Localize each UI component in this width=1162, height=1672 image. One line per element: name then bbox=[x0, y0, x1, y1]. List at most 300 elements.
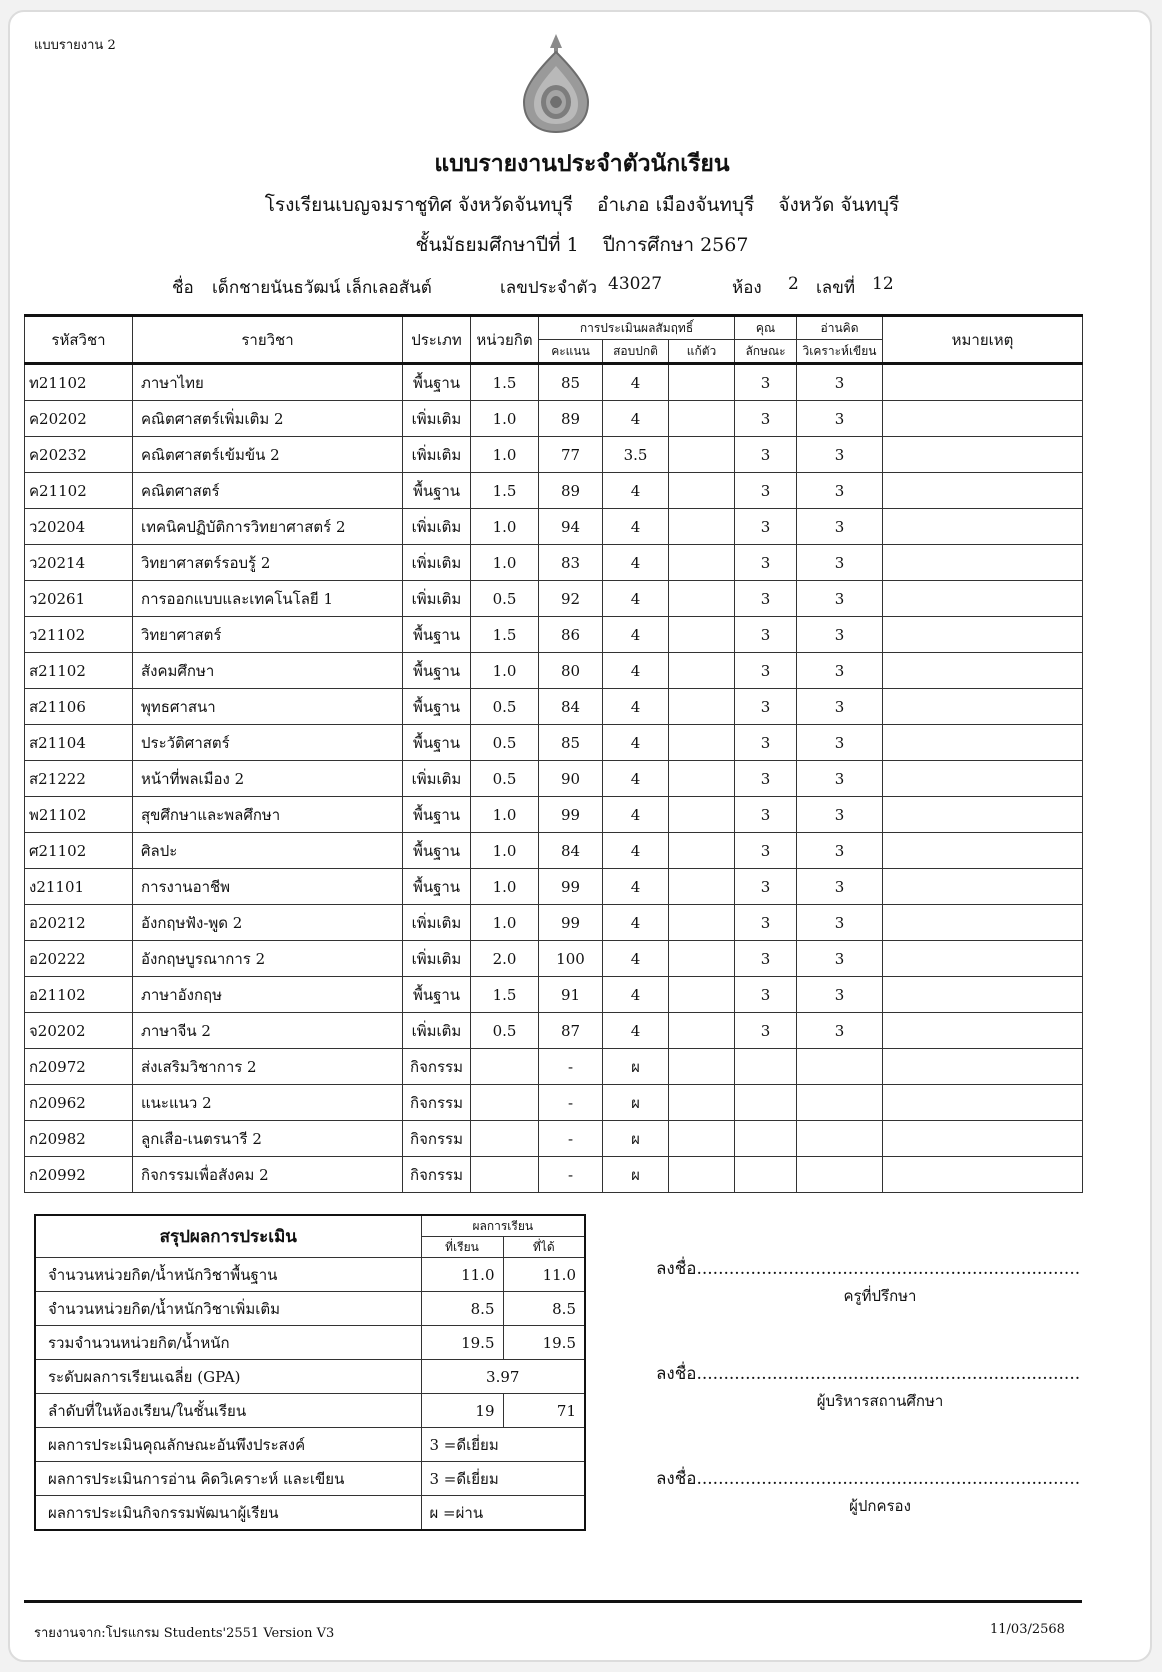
row-retake bbox=[669, 364, 735, 401]
row-normal-grade: ผ bbox=[603, 1121, 669, 1157]
row-remark bbox=[883, 581, 1083, 617]
col-trait-header-2: ลักษณะ bbox=[735, 340, 797, 364]
row-retake bbox=[669, 833, 735, 869]
row-score: 89 bbox=[539, 473, 603, 509]
row-credit bbox=[471, 1085, 539, 1121]
row-credit: 0.5 bbox=[471, 761, 539, 797]
grades-body bbox=[25, 364, 1083, 1193]
row-code: ง21101 bbox=[25, 869, 133, 905]
row-normal-grade: 4 bbox=[603, 1013, 669, 1049]
row-score: 90 bbox=[539, 761, 603, 797]
row-normal-grade: 4 bbox=[603, 905, 669, 941]
row-reading bbox=[797, 1157, 883, 1193]
row-code: ก20972 bbox=[25, 1049, 133, 1085]
class-line: ชั้นมัธยมศึกษาปีที่ 1 ปีการศึกษา 2567 bbox=[415, 234, 749, 256]
table-row bbox=[25, 1013, 1083, 1049]
row-subject: คณิตศาสตร์เข้มข้น 2 bbox=[133, 437, 403, 473]
row-subject: ภาษาไทย bbox=[133, 364, 403, 401]
parent-signature-line: ลงชื่อ....................................................................... bbox=[656, 1469, 1081, 1489]
table-row bbox=[25, 1049, 1083, 1085]
summary-result-header: ผลการเรียน bbox=[421, 1215, 585, 1237]
table-row bbox=[25, 761, 1083, 797]
row-score: 99 bbox=[539, 869, 603, 905]
row-score: 99 bbox=[539, 905, 603, 941]
row-subject: สังคมศึกษา bbox=[133, 653, 403, 689]
col-remark-header: หมายเหตุ bbox=[883, 316, 1083, 364]
row-score: 86 bbox=[539, 617, 603, 653]
table-row bbox=[25, 905, 1083, 941]
director-signature-line: ลงชื่อ....................................................................... bbox=[656, 1364, 1081, 1384]
row-type: เพิ่มเติม bbox=[403, 1013, 471, 1049]
row-remark bbox=[883, 1049, 1083, 1085]
row-score: - bbox=[539, 1121, 603, 1157]
row-retake bbox=[669, 1085, 735, 1121]
row-retake bbox=[669, 1157, 735, 1193]
row-credit: 1.5 bbox=[471, 364, 539, 401]
grades-header bbox=[25, 316, 1083, 364]
row-subject: คณิตศาสตร์เพิ่มเติม 2 bbox=[133, 401, 403, 437]
row-remark bbox=[883, 689, 1083, 725]
row-type: เพิ่มเติม bbox=[403, 509, 471, 545]
row-normal-grade: 4 bbox=[603, 401, 669, 437]
summary-row bbox=[35, 1326, 585, 1360]
table-row bbox=[25, 437, 1083, 473]
row-normal-grade: ผ bbox=[603, 1157, 669, 1193]
row-trait: 3 bbox=[735, 473, 797, 509]
row-normal-grade: ผ bbox=[603, 1085, 669, 1121]
row-reading: 3 bbox=[797, 1013, 883, 1049]
row-code: ส21104 bbox=[25, 725, 133, 761]
row-subject: แนะแนว 2 bbox=[133, 1085, 403, 1121]
summary-rank-class: 71 bbox=[503, 1394, 585, 1428]
row-remark bbox=[883, 725, 1083, 761]
row-type: เพิ่มเติม bbox=[403, 437, 471, 473]
row-remark bbox=[883, 1157, 1083, 1193]
row-normal-grade: 4 bbox=[603, 473, 669, 509]
row-subject: อังกฤษบูรณาการ 2 bbox=[133, 941, 403, 977]
summary-rank-label: ลำดับที่ในห้องเรียน/ในชั้นเรียน bbox=[35, 1394, 421, 1428]
row-retake bbox=[669, 653, 735, 689]
school-seal-logo bbox=[518, 32, 594, 136]
row-reading: 3 bbox=[797, 689, 883, 725]
summary-extra-label: จำนวนหน่วยกิต/น้ำหนักวิชาเพิ่มเติม bbox=[35, 1292, 421, 1326]
row-code: อ21102 bbox=[25, 977, 133, 1013]
row-trait: 3 bbox=[735, 653, 797, 689]
row-credit bbox=[471, 1049, 539, 1085]
row-reading: 3 bbox=[797, 473, 883, 509]
row-score: 85 bbox=[539, 725, 603, 761]
summary-title: สรุปผลการประเมิน bbox=[35, 1215, 421, 1258]
row-credit: 1.0 bbox=[471, 905, 539, 941]
col-read-header-1: อ่านคิด bbox=[797, 316, 883, 340]
row-code: ส21222 bbox=[25, 761, 133, 797]
row-retake bbox=[669, 437, 735, 473]
row-credit: 1.5 bbox=[471, 473, 539, 509]
row-score: 85 bbox=[539, 364, 603, 401]
row-retake bbox=[669, 977, 735, 1013]
table-row bbox=[25, 869, 1083, 905]
row-trait: 3 bbox=[735, 761, 797, 797]
summary-row bbox=[35, 1360, 585, 1394]
row-retake bbox=[669, 725, 735, 761]
row-normal-grade: 4 bbox=[603, 689, 669, 725]
row-type: พื้นฐาน bbox=[403, 797, 471, 833]
summary-studied-header: ที่เรียน bbox=[421, 1237, 503, 1258]
row-trait: 3 bbox=[735, 977, 797, 1013]
number-label: เลขที่ bbox=[816, 278, 856, 298]
row-remark bbox=[883, 509, 1083, 545]
summary-extra-studied: 8.5 bbox=[421, 1292, 503, 1326]
col-read-header-2: วิเคราะห์เขียน bbox=[797, 340, 883, 364]
row-retake bbox=[669, 941, 735, 977]
row-reading bbox=[797, 1121, 883, 1157]
row-score: - bbox=[539, 1049, 603, 1085]
row-reading: 3 bbox=[797, 905, 883, 941]
row-reading: 3 bbox=[797, 941, 883, 977]
row-normal-grade: 4 bbox=[603, 725, 669, 761]
report-sheet bbox=[8, 10, 1152, 1662]
summary-row bbox=[35, 1292, 585, 1326]
summary-basic-earned: 11.0 bbox=[503, 1258, 585, 1292]
table-row bbox=[25, 941, 1083, 977]
student-id: 43027 bbox=[608, 274, 663, 294]
summary-basic-label: จำนวนหน่วยกิต/น้ำหนักวิชาพื้นฐาน bbox=[35, 1258, 421, 1292]
page-title: แบบรายงานประจำตัวนักเรียน bbox=[434, 150, 730, 177]
table-row bbox=[25, 1157, 1083, 1193]
row-remark bbox=[883, 653, 1083, 689]
table-row bbox=[25, 509, 1083, 545]
table-row bbox=[25, 833, 1083, 869]
row-score: 83 bbox=[539, 545, 603, 581]
row-subject: วิทยาศาสตร์ bbox=[133, 617, 403, 653]
row-normal-grade: 4 bbox=[603, 797, 669, 833]
row-score: 80 bbox=[539, 653, 603, 689]
row-normal-grade: 4 bbox=[603, 509, 669, 545]
col-credit-header: หน่วยกิต bbox=[471, 316, 539, 364]
row-trait: 3 bbox=[735, 869, 797, 905]
summary-row bbox=[35, 1394, 585, 1428]
row-remark bbox=[883, 977, 1083, 1013]
row-type: กิจกรรม bbox=[403, 1121, 471, 1157]
row-type: พื้นฐาน bbox=[403, 833, 471, 869]
row-retake bbox=[669, 689, 735, 725]
row-subject: การงานอาชีพ bbox=[133, 869, 403, 905]
row-normal-grade: 4 bbox=[603, 977, 669, 1013]
row-normal-grade: 4 bbox=[603, 545, 669, 581]
row-type: เพิ่มเติม bbox=[403, 545, 471, 581]
row-credit: 0.5 bbox=[471, 1013, 539, 1049]
summary-earned-header: ที่ได้ bbox=[503, 1237, 585, 1258]
row-code: อ20222 bbox=[25, 941, 133, 977]
row-reading: 3 bbox=[797, 653, 883, 689]
row-code: อ20212 bbox=[25, 905, 133, 941]
row-credit: 0.5 bbox=[471, 725, 539, 761]
summary-total-earned: 19.5 bbox=[503, 1326, 585, 1360]
row-retake bbox=[669, 545, 735, 581]
col-trait-header-1: คุณ bbox=[735, 316, 797, 340]
summary-row bbox=[35, 1462, 585, 1496]
table-row bbox=[25, 977, 1083, 1013]
row-remark bbox=[883, 1013, 1083, 1049]
row-subject: วิทยาศาสตร์รอบรู้ 2 bbox=[133, 545, 403, 581]
row-type: กิจกรรม bbox=[403, 1049, 471, 1085]
row-remark bbox=[883, 833, 1083, 869]
summary-read-label: ผลการประเมินการอ่าน คิดวิเคราะห์ และเขียน bbox=[35, 1462, 421, 1496]
footer-divider bbox=[24, 1600, 1082, 1603]
row-type: เพิ่มเติม bbox=[403, 401, 471, 437]
row-code: พ21102 bbox=[25, 797, 133, 833]
school-line: โรงเรียนเบญจมราชูทิศ จังหวัดจันทบุรี อำเภอ เมืองจันทบุรี จังหวัด จันทบุรี bbox=[264, 194, 900, 216]
row-normal-grade: 4 bbox=[603, 364, 669, 401]
row-trait bbox=[735, 1085, 797, 1121]
row-reading: 3 bbox=[797, 545, 883, 581]
row-score: 91 bbox=[539, 977, 603, 1013]
summary-activity-value: ผ =ผ่าน bbox=[421, 1496, 585, 1531]
table-row bbox=[25, 725, 1083, 761]
row-score: 77 bbox=[539, 437, 603, 473]
row-type: พื้นฐาน bbox=[403, 725, 471, 761]
table-row bbox=[25, 545, 1083, 581]
row-reading: 3 bbox=[797, 437, 883, 473]
student-name-label: ชื่อ bbox=[172, 278, 194, 298]
row-credit: 1.0 bbox=[471, 797, 539, 833]
row-subject: ศิลปะ bbox=[133, 833, 403, 869]
row-code: ก20962 bbox=[25, 1085, 133, 1121]
summary-table bbox=[34, 1214, 586, 1531]
row-code: ว20214 bbox=[25, 545, 133, 581]
row-code: ค21102 bbox=[25, 473, 133, 509]
footer-date: 11/03/2568 bbox=[990, 1622, 1065, 1637]
row-subject: การออกแบบและเทคโนโลยี 1 bbox=[133, 581, 403, 617]
row-type: เพิ่มเติม bbox=[403, 581, 471, 617]
row-code: ว20261 bbox=[25, 581, 133, 617]
row-remark bbox=[883, 941, 1083, 977]
row-score: 87 bbox=[539, 1013, 603, 1049]
row-code: ก20982 bbox=[25, 1121, 133, 1157]
row-score: 94 bbox=[539, 509, 603, 545]
row-code: ท21102 bbox=[25, 364, 133, 401]
summary-row bbox=[35, 1428, 585, 1462]
col-type-header: ประเภท bbox=[403, 316, 471, 364]
row-normal-grade: 4 bbox=[603, 617, 669, 653]
row-type: กิจกรรม bbox=[403, 1157, 471, 1193]
col-retake-header: แก้ตัว bbox=[669, 340, 735, 364]
row-subject: พุทธศาสนา bbox=[133, 689, 403, 725]
student-id-label: เลขประจำตัว bbox=[500, 278, 597, 298]
summary-total-studied: 19.5 bbox=[421, 1326, 503, 1360]
row-reading: 3 bbox=[797, 833, 883, 869]
row-subject: ประวัติศาสตร์ bbox=[133, 725, 403, 761]
row-remark bbox=[883, 797, 1083, 833]
row-score: - bbox=[539, 1085, 603, 1121]
row-reading: 3 bbox=[797, 869, 883, 905]
row-subject: ลูกเสือ-เนตรนารี 2 bbox=[133, 1121, 403, 1157]
row-trait: 3 bbox=[735, 905, 797, 941]
row-trait: 3 bbox=[735, 833, 797, 869]
row-retake bbox=[669, 1049, 735, 1085]
row-credit: 1.0 bbox=[471, 653, 539, 689]
room-label: ห้อง bbox=[732, 278, 762, 298]
row-type: พื้นฐาน bbox=[403, 364, 471, 401]
row-type: กิจกรรม bbox=[403, 1085, 471, 1121]
row-normal-grade: 3.5 bbox=[603, 437, 669, 473]
row-score: 84 bbox=[539, 689, 603, 725]
row-trait: 3 bbox=[735, 689, 797, 725]
row-retake bbox=[669, 905, 735, 941]
table-row bbox=[25, 581, 1083, 617]
row-credit: 1.0 bbox=[471, 869, 539, 905]
row-type: เพิ่มเติม bbox=[403, 905, 471, 941]
row-reading bbox=[797, 1085, 883, 1121]
row-retake bbox=[669, 617, 735, 653]
summary-gpa-label: ระดับผลการเรียนเฉลี่ย (GPA) bbox=[35, 1360, 421, 1394]
row-retake bbox=[669, 869, 735, 905]
summary-extra-earned: 8.5 bbox=[503, 1292, 585, 1326]
table-row bbox=[25, 1121, 1083, 1157]
row-retake bbox=[669, 401, 735, 437]
row-type: พื้นฐาน bbox=[403, 617, 471, 653]
row-retake bbox=[669, 581, 735, 617]
row-trait: 3 bbox=[735, 617, 797, 653]
row-normal-grade: 4 bbox=[603, 941, 669, 977]
row-reading: 3 bbox=[797, 977, 883, 1013]
table-row bbox=[25, 617, 1083, 653]
row-trait bbox=[735, 1157, 797, 1193]
table-row bbox=[25, 689, 1083, 725]
row-type: พื้นฐาน bbox=[403, 689, 471, 725]
row-remark bbox=[883, 545, 1083, 581]
summary-read-value: 3 =ดีเยี่ยม bbox=[421, 1462, 585, 1496]
row-credit: 1.0 bbox=[471, 509, 539, 545]
advisor-role: ครูที่ปรึกษา bbox=[843, 1287, 917, 1305]
row-score: 84 bbox=[539, 833, 603, 869]
row-score: 99 bbox=[539, 797, 603, 833]
row-credit: 1.0 bbox=[471, 437, 539, 473]
row-trait: 3 bbox=[735, 581, 797, 617]
col-subject-header: รายวิชา bbox=[133, 316, 403, 364]
row-trait: 3 bbox=[735, 941, 797, 977]
row-subject: กิจกรรมเพื่อสังคม 2 bbox=[133, 1157, 403, 1193]
row-trait: 3 bbox=[735, 364, 797, 401]
row-credit: 1.0 bbox=[471, 833, 539, 869]
row-trait: 3 bbox=[735, 797, 797, 833]
number-value: 12 bbox=[872, 274, 894, 294]
row-remark bbox=[883, 761, 1083, 797]
row-reading: 3 bbox=[797, 581, 883, 617]
grades-table bbox=[24, 314, 1083, 1193]
row-subject: หน้าที่พลเมือง 2 bbox=[133, 761, 403, 797]
row-type: เพิ่มเติม bbox=[403, 941, 471, 977]
table-row bbox=[25, 364, 1083, 401]
row-retake bbox=[669, 473, 735, 509]
row-retake bbox=[669, 761, 735, 797]
row-subject: เทคนิคปฏิบัติการวิทยาศาสตร์ 2 bbox=[133, 509, 403, 545]
row-trait: 3 bbox=[735, 401, 797, 437]
row-credit: 1.0 bbox=[471, 545, 539, 581]
row-code: ส21102 bbox=[25, 653, 133, 689]
row-normal-grade: ผ bbox=[603, 1049, 669, 1085]
row-credit: 1.0 bbox=[471, 401, 539, 437]
table-row bbox=[25, 1085, 1083, 1121]
row-credit bbox=[471, 1157, 539, 1193]
row-reading: 3 bbox=[797, 617, 883, 653]
col-score-header: คะแนน bbox=[539, 340, 603, 364]
row-type: พื้นฐาน bbox=[403, 653, 471, 689]
row-normal-grade: 4 bbox=[603, 833, 669, 869]
row-trait bbox=[735, 1049, 797, 1085]
advisor-signature-line: ลงชื่อ....................................................................... bbox=[656, 1259, 1081, 1279]
footer-program: รายงานจาก:โปรแกรม Students'2551 Version V3 bbox=[34, 1626, 335, 1641]
room-value: 2 bbox=[788, 274, 799, 294]
row-subject: ภาษาอังกฤษ bbox=[133, 977, 403, 1013]
row-remark bbox=[883, 905, 1083, 941]
row-trait: 3 bbox=[735, 509, 797, 545]
row-code: ค20232 bbox=[25, 437, 133, 473]
table-row bbox=[25, 653, 1083, 689]
student-name: เด็กชายนันธวัฒน์ เล็กเลอสันต์ bbox=[212, 278, 432, 298]
row-reading: 3 bbox=[797, 761, 883, 797]
director-role: ผู้บริหารสถานศึกษา bbox=[816, 1392, 944, 1410]
row-credit: 0.5 bbox=[471, 689, 539, 725]
row-credit: 0.5 bbox=[471, 581, 539, 617]
row-code: ค20202 bbox=[25, 401, 133, 437]
summary-trait-label: ผลการประเมินคุณลักษณะอันพึงประสงค์ bbox=[35, 1428, 421, 1462]
row-score: 89 bbox=[539, 401, 603, 437]
row-score: - bbox=[539, 1157, 603, 1193]
row-trait: 3 bbox=[735, 437, 797, 473]
table-row bbox=[25, 401, 1083, 437]
row-trait: 3 bbox=[735, 545, 797, 581]
summary-basic-studied: 11.0 bbox=[421, 1258, 503, 1292]
row-trait: 3 bbox=[735, 1013, 797, 1049]
row-subject: ภาษาจีน 2 bbox=[133, 1013, 403, 1049]
row-subject: คณิตศาสตร์ bbox=[133, 473, 403, 509]
row-code: ว20204 bbox=[25, 509, 133, 545]
row-reading: 3 bbox=[797, 509, 883, 545]
summary-trait-value: 3 =ดีเยี่ยม bbox=[421, 1428, 585, 1462]
row-retake bbox=[669, 1013, 735, 1049]
row-trait bbox=[735, 1121, 797, 1157]
row-code: ก20992 bbox=[25, 1157, 133, 1193]
row-credit: 1.5 bbox=[471, 977, 539, 1013]
row-normal-grade: 4 bbox=[603, 869, 669, 905]
row-retake bbox=[669, 797, 735, 833]
col-code-header: รหัสวิชา bbox=[25, 316, 133, 364]
col-assessment-header: การประเมินผลสัมฤทธิ์ bbox=[539, 316, 735, 340]
row-code: ศ21102 bbox=[25, 833, 133, 869]
row-normal-grade: 4 bbox=[603, 653, 669, 689]
form-number: แบบรายงาน 2 bbox=[34, 38, 116, 53]
row-type: พื้นฐาน bbox=[403, 473, 471, 509]
summary-rank-room: 19 bbox=[421, 1394, 503, 1428]
row-credit bbox=[471, 1121, 539, 1157]
row-remark bbox=[883, 617, 1083, 653]
row-retake bbox=[669, 1121, 735, 1157]
parent-role: ผู้ปกครอง bbox=[849, 1497, 911, 1515]
row-remark bbox=[883, 364, 1083, 401]
row-type: เพิ่มเติม bbox=[403, 761, 471, 797]
row-remark bbox=[883, 473, 1083, 509]
row-code: จ20202 bbox=[25, 1013, 133, 1049]
table-row bbox=[25, 797, 1083, 833]
summary-row bbox=[35, 1258, 585, 1292]
row-trait: 3 bbox=[735, 725, 797, 761]
summary-row bbox=[35, 1496, 585, 1531]
table-row bbox=[25, 473, 1083, 509]
row-reading: 3 bbox=[797, 725, 883, 761]
row-remark bbox=[883, 401, 1083, 437]
row-type: พื้นฐาน bbox=[403, 977, 471, 1013]
